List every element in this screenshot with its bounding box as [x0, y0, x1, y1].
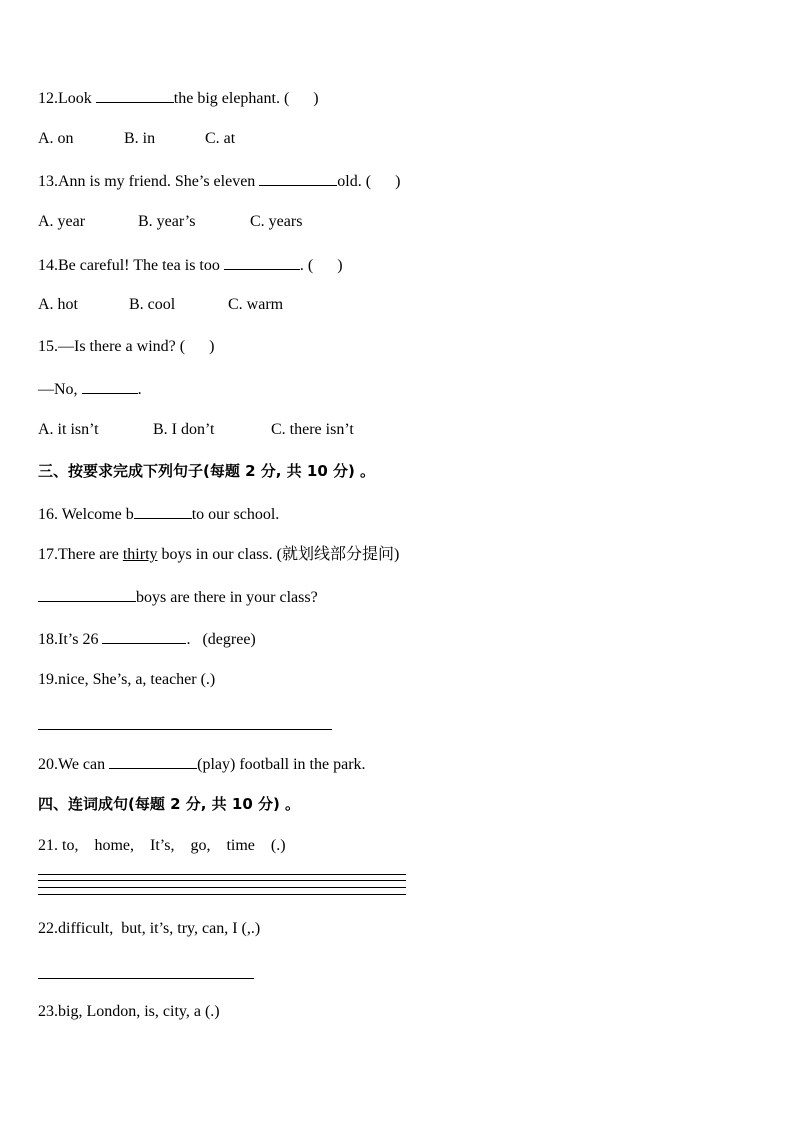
- question-19: 19.nice, She’s, a, teacher (.): [38, 671, 216, 688]
- q13-option-c[interactable]: C. years: [250, 213, 303, 230]
- question-14: [38, 254, 343, 276]
- q12-option-c[interactable]: C. at: [205, 130, 236, 147]
- q12-text-end: the big elephant. ( ): [173, 90, 319, 107]
- q16-text-end: to our school.: [191, 506, 280, 523]
- q17-response-end: boys are there in your class?: [136, 589, 318, 606]
- q14-option-a[interactable]: A. hot: [38, 296, 78, 313]
- q12-text-start: 12.Look: [38, 90, 96, 107]
- q12-blank[interactable]: [96, 87, 174, 103]
- question-13: [38, 170, 400, 192]
- question-20: [38, 753, 366, 775]
- q13-options: [38, 212, 302, 232]
- q21-answer-line-1[interactable]: [38, 874, 406, 875]
- q21-answer-line-2[interactable]: [38, 880, 406, 881]
- q13-text-end: old. ( ): [337, 173, 401, 190]
- q13-text-start: 13.Ann is my friend. She’s eleven: [38, 173, 260, 190]
- q15-option-b[interactable]: B. I don’t: [153, 421, 215, 438]
- question-16: [38, 503, 279, 525]
- q18-text-start: 18.It’s 26: [38, 631, 103, 648]
- q20-text-start: 20.We can: [38, 756, 110, 773]
- q12-options: [38, 129, 235, 149]
- q13-blank[interactable]: [259, 170, 337, 186]
- q17-underlined-word: thirty: [122, 546, 158, 563]
- q21-answer-line-3[interactable]: [38, 887, 406, 888]
- q18-text-end: . (degree): [186, 631, 256, 648]
- q14-text-start: 14.Be careful! The tea is too: [38, 257, 224, 274]
- q20-text-end: (play) football in the park.: [197, 756, 366, 773]
- q14-option-b[interactable]: B. cool: [129, 296, 176, 313]
- question-15: 15.—Is there a wind? ( ): [38, 338, 215, 355]
- q13-option-b[interactable]: B. year’s: [138, 213, 196, 230]
- question-18: [38, 628, 256, 650]
- q15-option-a[interactable]: A. it isn’t: [38, 421, 99, 438]
- q15-response: [38, 378, 142, 400]
- section-3-heading: 三、按要求完成下列句子(每题 2 分, 共 10 分) 。: [38, 462, 376, 480]
- question-21: 21. to, home, It’s, go, time (.): [38, 837, 286, 854]
- q18-blank[interactable]: [102, 628, 186, 644]
- q14-text-end: . ( ): [299, 257, 343, 274]
- q14-options: [38, 295, 283, 315]
- q15-response-end: .: [137, 381, 142, 398]
- section-4-heading: 四、连词成句(每题 2 分, 共 10 分) 。: [38, 795, 301, 813]
- q16-blank[interactable]: [134, 503, 192, 519]
- q14-option-c[interactable]: C. warm: [228, 296, 284, 313]
- q15-options: [38, 420, 354, 440]
- q15-option-c[interactable]: C. there isn’t: [271, 421, 354, 438]
- q15-blank[interactable]: [82, 378, 138, 394]
- q15-response-start: —No,: [38, 381, 82, 398]
- question-17: [38, 545, 399, 565]
- question-12: [38, 87, 319, 109]
- q12-option-a[interactable]: A. on: [38, 130, 74, 147]
- q16-text-start: 16. Welcome b: [38, 506, 134, 523]
- q13-option-a[interactable]: A. year: [38, 213, 86, 230]
- q21-answer-line-4[interactable]: [38, 894, 406, 895]
- question-22: 22.difficult, but, it’s, try, can, I (,.): [38, 920, 261, 937]
- q17-text-end: boys in our class. (就划线部分提问): [157, 546, 400, 563]
- q12-option-b[interactable]: B. in: [124, 130, 156, 147]
- q17-text-start: 17.There are: [38, 546, 123, 563]
- q17-blank[interactable]: [38, 586, 136, 602]
- q14-blank[interactable]: [224, 254, 300, 270]
- q20-blank[interactable]: [109, 753, 197, 769]
- q22-answer-line[interactable]: [38, 978, 254, 979]
- q17-response: [38, 586, 318, 608]
- question-23: 23.big, London, is, city, a (.): [38, 1003, 220, 1020]
- q19-answer-line[interactable]: [38, 729, 332, 730]
